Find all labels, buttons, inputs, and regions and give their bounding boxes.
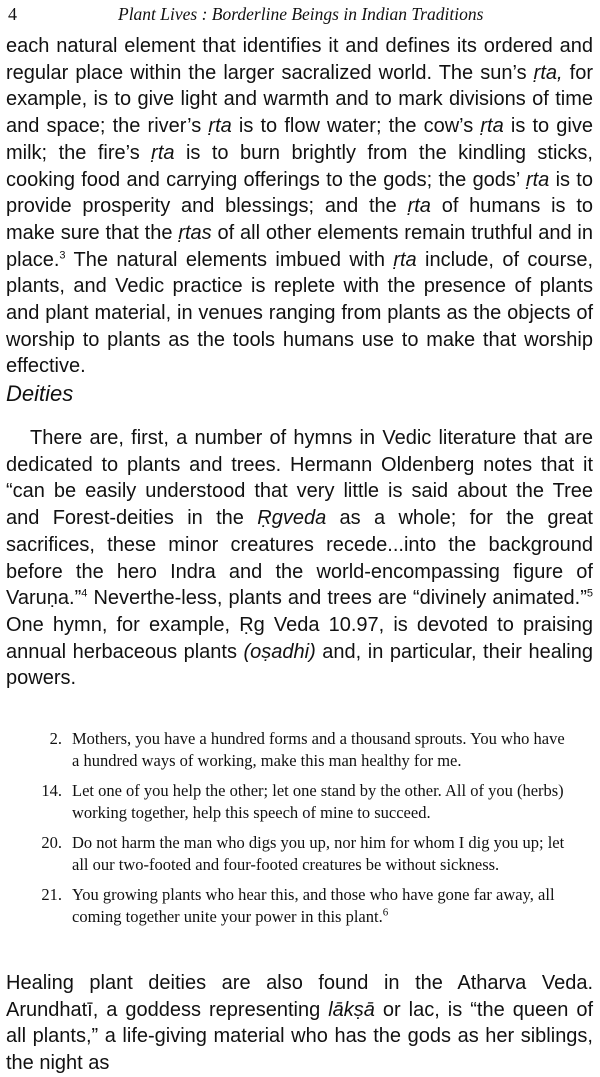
footnote-ref: 4 bbox=[81, 587, 88, 600]
footnote-ref: 6 bbox=[382, 906, 389, 918]
hymn-extract bbox=[28, 728, 573, 936]
text-run: ṛta bbox=[208, 115, 232, 138]
hymn-verse bbox=[28, 728, 573, 771]
page-header bbox=[8, 4, 592, 30]
text-run: ṛtas bbox=[178, 221, 212, 244]
text-run: include, of course, plants, and Vedic practice is replete with the presence of plants and plant material, in venues ranging from plants as the objects of worship to plants as the tools humans use to make that worship effective. bbox=[6, 248, 593, 378]
text-run: for example, is to give light and warmth and to mark divisions of time and space; the river’s bbox=[6, 61, 593, 138]
text-run: ṛta bbox=[151, 141, 175, 164]
verse-number: 20. bbox=[41, 833, 62, 852]
paragraph-3 bbox=[6, 970, 593, 1077]
text-run: and, in particular, their healing powers. bbox=[6, 640, 593, 690]
footnote-ref: 5 bbox=[586, 587, 593, 600]
page-number: 4 bbox=[8, 4, 17, 24]
text-run: ṛta bbox=[393, 248, 417, 271]
text-run: is to provide prosperity and blessings; and the bbox=[6, 168, 593, 218]
text-run: One hymn, for example, Ṛg Veda 10.97, is devoted to praising annual herbaceous plants bbox=[6, 613, 593, 663]
hymn-verse bbox=[28, 884, 573, 927]
text-run: as a whole; for the great sacrifices, these minor creatures recede...into the background before the hero Indra and the world-encompassing figure of Varuṇa.” bbox=[6, 507, 593, 610]
text-run: of all other elements remain truthful and in place. bbox=[6, 221, 594, 271]
text-run: Neverthe-less, plants and trees are “divinely animated.” bbox=[87, 587, 587, 610]
text-run: ṛta bbox=[525, 168, 550, 191]
text-run: (oṣadhi) bbox=[243, 640, 316, 663]
text-run: of humans is to make sure that the bbox=[6, 195, 593, 244]
paragraph-1 bbox=[6, 33, 593, 380]
text-run: is to give milk; the fire’s bbox=[6, 115, 593, 164]
hymn-verse bbox=[28, 780, 573, 823]
text-run: or lac, is “the queen of all plants,” a life-giving material who has the gods as her siblings, the night as bbox=[6, 998, 593, 1075]
verse-text-body: You growing plants who hear this, and those who have gone far away, all coming together unite your power in this plant. bbox=[72, 885, 555, 926]
text-run: each natural element that identifies it and defines its ordered and regular place within the larger sacralized world. The sun’s bbox=[6, 35, 593, 84]
running-head: Plant Lives : Borderline Beings in Indian Traditions bbox=[118, 4, 484, 24]
paragraph-2 bbox=[6, 425, 593, 692]
text-run: The natural elements imbued with bbox=[65, 248, 394, 271]
text-run: ṛta bbox=[480, 115, 504, 138]
verse-text: Mothers, you have a hundred forms and a thousand sprouts. You who have a hundred ways of working, make this man healthy for me. bbox=[72, 729, 565, 770]
text-run: is to flow water; the cow’s bbox=[231, 115, 481, 138]
text-run: Healing plant deities are also found in the Atharva Veda. Arundhatī, a goddess representing bbox=[6, 972, 593, 1021]
verse-number: 14. bbox=[41, 781, 62, 800]
verse-text bbox=[72, 884, 573, 927]
verse-text: Do not harm the man who digs you up, nor him for whom I dig you up; let all our two-footed and four-footed creatures be without sickness. bbox=[72, 833, 565, 874]
text-run: is to burn brightly from the kindling sticks, cooking food and carrying offerings to the gods; the gods’ bbox=[6, 141, 593, 191]
section-heading: Deities bbox=[6, 381, 74, 406]
text-run: ṛta, bbox=[533, 61, 563, 84]
text-run: Ṛgveda bbox=[257, 507, 327, 530]
verse-number: 21. bbox=[41, 885, 62, 904]
hymn-verse bbox=[28, 832, 573, 875]
text-run: There are, first, a number of hymns in Vedic literature that are dedicated to plants and trees. Hermann Oldenberg notes that it “can be easily understood that very little is said about the Tree and Forest-deities in the bbox=[6, 427, 593, 530]
verse-number: 2. bbox=[49, 729, 62, 748]
footnote-ref: 3 bbox=[59, 248, 66, 261]
verse-text: Let one of you help the other; let one stand by the other. All of you (herbs) working together, help this speech of mine to succeed. bbox=[72, 781, 564, 822]
text-run: ṛta bbox=[407, 195, 431, 218]
text-run: lākṣā bbox=[328, 998, 375, 1021]
